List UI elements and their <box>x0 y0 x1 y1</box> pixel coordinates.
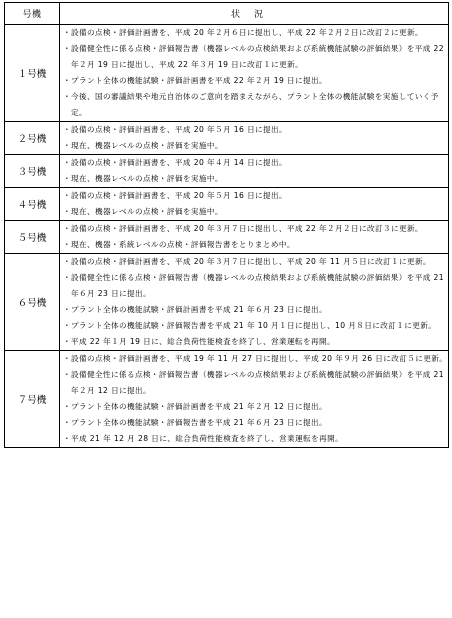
status-item <box>60 237 448 253</box>
table-row <box>5 122 449 155</box>
status-item <box>60 188 448 204</box>
bullet-mark: ・ <box>63 240 71 249</box>
bullet-mark: ・ <box>63 257 71 266</box>
header-unit: 号機 <box>5 3 60 25</box>
status-item-text: 現在、機器レベルの点検・評価を実施中。 <box>71 174 223 183</box>
status-item-text: 平成 22 年１月 19 日に、総合負荷性能検査を終了し、営業運転を再開。 <box>71 337 335 346</box>
bullet-mark: ・ <box>63 92 71 101</box>
bullet-mark: ・ <box>63 305 71 314</box>
table-row <box>5 351 449 448</box>
status-item-text: 設備の点検・評価計画書を、平成 19 年 11 月 27 日に提出し、平成 20 年９月 26 日に改訂５に更新。 <box>71 354 448 363</box>
status-item <box>60 204 448 220</box>
unit-status-table <box>4 2 449 448</box>
status-item-text: 平成 21 年 12 月 28 日に、総合負荷性能検査を終了し、営業運転を再開。 <box>71 434 344 443</box>
status-item <box>60 415 448 431</box>
table-row <box>5 155 449 188</box>
bullet-mark: ・ <box>63 191 71 200</box>
status-item <box>60 399 448 415</box>
bullet-mark: ・ <box>63 402 71 411</box>
bullet-mark: ・ <box>63 273 71 282</box>
status-item-text: 設備健全性に係る点検・評価報告書（機器レベルの点検結果および系統機能試験の評価結果）を平成 21 年６月 23 日に提出。 <box>71 273 444 298</box>
status-item <box>60 41 448 73</box>
unit-label: ３号機 <box>5 155 60 188</box>
status-cell <box>60 25 449 122</box>
table-row <box>5 188 449 221</box>
unit-label: ２号機 <box>5 122 60 155</box>
status-cell <box>60 155 449 188</box>
status-item-text: プラント全体の機能試験・評価報告書を平成 21 年６月 23 日に提出。 <box>71 418 328 427</box>
bullet-mark: ・ <box>63 337 71 346</box>
status-item <box>60 89 448 121</box>
table-row <box>5 25 449 122</box>
status-item-text: 設備の点検・評価計画書を、平成 20 年５月 16 日に提出。 <box>71 191 288 200</box>
bullet-mark: ・ <box>63 224 71 233</box>
status-item-text: 現在、機器レベルの点検・評価を実施中。 <box>71 141 223 150</box>
status-list <box>60 155 448 187</box>
status-item-text: プラント全体の機能試験・評価報告書を平成 21 年 10 月１日に提出し、10 月８日に改訂１に更新。 <box>71 321 437 330</box>
unit-label: １号機 <box>5 25 60 122</box>
status-item <box>60 138 448 154</box>
bullet-mark: ・ <box>63 141 71 150</box>
status-cell <box>60 122 449 155</box>
status-item <box>60 367 448 399</box>
status-cell <box>60 351 449 448</box>
bullet-mark: ・ <box>63 76 71 85</box>
status-item <box>60 221 448 237</box>
status-list <box>60 221 448 253</box>
status-item-text: 今後、国の審議結果や地元自治体のご意向を踏まえながら、プラント全体の機能試験を実施していく予定。 <box>71 92 439 117</box>
status-item-text: プラント全体の機能試験・評価計画書を平成 21 年６月 23 日に提出。 <box>71 305 328 314</box>
bullet-mark: ・ <box>63 418 71 427</box>
status-item-text: 設備の点検・評価計画書を、平成 20 年５月 16 日に提出。 <box>71 125 288 134</box>
status-item <box>60 302 448 318</box>
unit-label: ５号機 <box>5 221 60 254</box>
bullet-mark: ・ <box>63 207 71 216</box>
status-item <box>60 155 448 171</box>
bullet-mark: ・ <box>63 354 71 363</box>
status-list <box>60 188 448 220</box>
status-cell <box>60 254 449 351</box>
status-item <box>60 25 448 41</box>
status-item-text: 設備の点検・評価計画書を、平成 20 年２月６日に提出し、平成 22 年２月２日に改訂２に更新。 <box>71 28 423 37</box>
bullet-mark: ・ <box>63 28 71 37</box>
header-status: 状況 <box>60 3 449 25</box>
bullet-mark: ・ <box>63 434 71 443</box>
bullet-mark: ・ <box>63 44 71 53</box>
status-item-text: 設備健全性に係る点検・評価報告書（機器レベルの点検結果および系統機能試験の評価結果）を平成 22 年２月 19 日に提出し、平成 22 年３月 19 日に改訂１に更新。 <box>71 44 444 69</box>
status-item <box>60 122 448 138</box>
table-row <box>5 254 449 351</box>
status-list <box>60 25 448 121</box>
status-item-text: 現在、機器レベルの点検・評価を実施中。 <box>71 207 223 216</box>
status-item-text: プラント全体の機能試験・評価計画書を平成 22 年２月 19 日に提出。 <box>71 76 328 85</box>
status-item <box>60 318 448 334</box>
status-cell <box>60 221 449 254</box>
bullet-mark: ・ <box>63 370 71 379</box>
status-item <box>60 431 448 447</box>
unit-label: ７号機 <box>5 351 60 448</box>
bullet-mark: ・ <box>63 125 71 134</box>
status-item-text: 設備の点検・評価計画書を、平成 20 年３月７日に提出し、平成 22 年２月２日に改訂３に更新。 <box>71 224 423 233</box>
status-item <box>60 254 448 270</box>
table-header-row <box>5 3 449 25</box>
unit-label: ４号機 <box>5 188 60 221</box>
status-cell <box>60 188 449 221</box>
status-item <box>60 351 448 367</box>
status-item-text: 設備の点検・評価計画書を、平成 20 年３月７日に提出し、平成 20 年 11 月５日に改訂１に更新。 <box>71 257 432 266</box>
status-item <box>60 270 448 302</box>
bullet-mark: ・ <box>63 321 71 330</box>
status-item <box>60 334 448 350</box>
table-body <box>5 25 449 448</box>
status-list <box>60 351 448 447</box>
unit-label: ６号機 <box>5 254 60 351</box>
status-list <box>60 122 448 154</box>
status-item <box>60 171 448 187</box>
status-list <box>60 254 448 350</box>
bullet-mark: ・ <box>63 158 71 167</box>
status-item-text: 設備健全性に係る点検・評価報告書（機器レベルの点検結果および系統機能試験の評価結果）を平成 21 年２月 12 日に提出。 <box>71 370 444 395</box>
status-item <box>60 73 448 89</box>
status-item-text: プラント全体の機能試験・評価計画書を平成 21 年２月 12 日に提出。 <box>71 402 328 411</box>
bullet-mark: ・ <box>63 174 71 183</box>
status-item-text: 設備の点検・評価計画書を、平成 20 年４月 14 日に提出。 <box>71 158 288 167</box>
status-item-text: 現在、機器・系統レベルの点検・評価報告書をとりまとめ中。 <box>71 240 295 249</box>
table-row <box>5 221 449 254</box>
